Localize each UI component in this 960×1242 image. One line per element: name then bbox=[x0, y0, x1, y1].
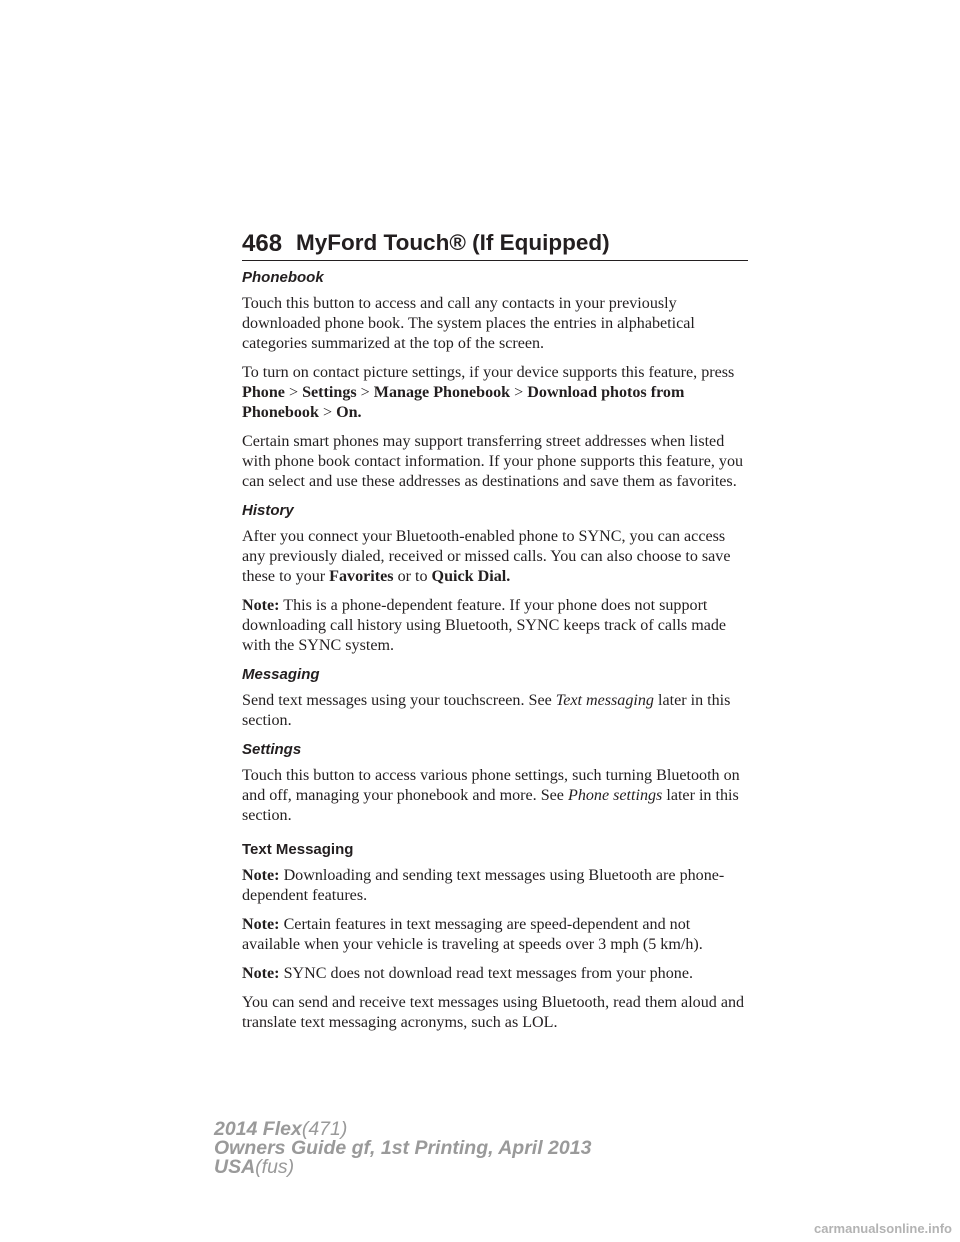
contact-picture-intro: To turn on contact picture settings, if your device supports this feature, press bbox=[242, 364, 735, 381]
phonebook-heading: Phonebook bbox=[242, 269, 324, 286]
menu-download-photos: Download photos from Phonebook bbox=[242, 384, 685, 421]
footer-region-code: (fus) bbox=[255, 1156, 295, 1178]
note-label: Note: bbox=[242, 916, 280, 933]
text-messaging-reference: Text messaging bbox=[555, 692, 654, 709]
menu-manage-phonebook: Manage Phonebook bbox=[373, 384, 511, 401]
settings-heading: Settings bbox=[242, 741, 302, 758]
footer-model: 2014 Flex bbox=[214, 1118, 302, 1140]
chapter-title: MyFord Touch® (If Equipped) bbox=[296, 230, 610, 255]
note-text: SYNC does not download read text messages from your phone. bbox=[283, 965, 693, 982]
menu-on: On. bbox=[336, 404, 362, 421]
note-text: Downloading and sending text messages using Bluetooth are phone-dependent features. bbox=[242, 867, 725, 904]
menu-separator: > bbox=[514, 384, 524, 401]
history-note bbox=[242, 596, 752, 656]
print-footer bbox=[214, 1120, 591, 1177]
menu-phone: Phone bbox=[242, 384, 285, 401]
messaging-heading: Messaging bbox=[242, 666, 320, 683]
favorites-term: Favorites bbox=[329, 568, 394, 585]
page-header bbox=[242, 226, 748, 261]
text-messaging-heading: Text Messaging bbox=[242, 841, 354, 858]
footer-region: USA bbox=[214, 1156, 256, 1178]
text-messaging-paragraph: You can send and receive text messages using Bluetooth, read them aloud and translate text messaging acronyms, such as LOL. bbox=[242, 994, 745, 1031]
note-label: Note: bbox=[242, 965, 280, 982]
menu-separator: > bbox=[322, 404, 333, 421]
footer-line-2: Owners Guide gf, 1st Printing, April 2013 bbox=[214, 1137, 592, 1159]
note-label: Note: bbox=[242, 867, 280, 884]
page-content bbox=[242, 268, 752, 1042]
phonebook-paragraph: Touch this button to access and call any contacts in your previously downloaded phone book. The system places the entries in alphabetical categories summarized at the top of the screen. bbox=[242, 295, 695, 352]
text-messaging-note-1 bbox=[242, 866, 752, 906]
text-messaging-note-3 bbox=[242, 964, 752, 984]
messaging-paragraph bbox=[242, 691, 752, 731]
settings-text: Touch this button to access various phone settings, such turning Bluetooth on and off, managing your phonebook and more. See bbox=[242, 767, 740, 804]
menu-separator: > bbox=[360, 384, 370, 401]
street-address-paragraph: Certain smart phones may support transferring street addresses when listed with phone book contact information. If your phone supports this feature, you can select and use these addresses as destinations and save them as favorites. bbox=[242, 433, 744, 490]
messaging-end: later in this section. bbox=[242, 692, 731, 729]
quick-dial-term: Quick Dial. bbox=[431, 568, 511, 585]
settings-end: later in this section. bbox=[242, 787, 739, 824]
menu-separator: > bbox=[288, 384, 299, 401]
footer-line-3 bbox=[214, 1158, 591, 1177]
or-to-text: or to bbox=[397, 568, 428, 585]
history-note-text: This is a phone-dependent feature. If your phone does not support downloading call history using Bluetooth, SYNC keeps track of calls made with the SYNC system. bbox=[242, 597, 727, 654]
note-label: Note: bbox=[242, 597, 280, 614]
text-messaging-note-2 bbox=[242, 915, 752, 955]
note-text: Certain features in text messaging are speed-dependent and not available when your vehicle is traveling at speeds over 3 mph (5 km/h). bbox=[242, 916, 703, 953]
phone-settings-reference: Phone settings bbox=[567, 787, 663, 804]
history-paragraph bbox=[242, 527, 752, 587]
messaging-text: Send text messages using your touchscreen. See bbox=[242, 692, 552, 709]
contact-picture-paragraph bbox=[242, 363, 752, 423]
history-heading: History bbox=[242, 502, 294, 519]
settings-paragraph bbox=[242, 766, 752, 826]
menu-settings: Settings bbox=[302, 384, 357, 401]
history-text: After you connect your Bluetooth-enabled phone to SYNC, you can access any previously dialed, received or missed calls. You can also choose to save these to your bbox=[242, 528, 731, 585]
site-watermark: carmanualsonline.info bbox=[814, 1221, 952, 1236]
footer-page-ref: (471) bbox=[301, 1118, 348, 1140]
page-number: 468 bbox=[242, 230, 283, 257]
